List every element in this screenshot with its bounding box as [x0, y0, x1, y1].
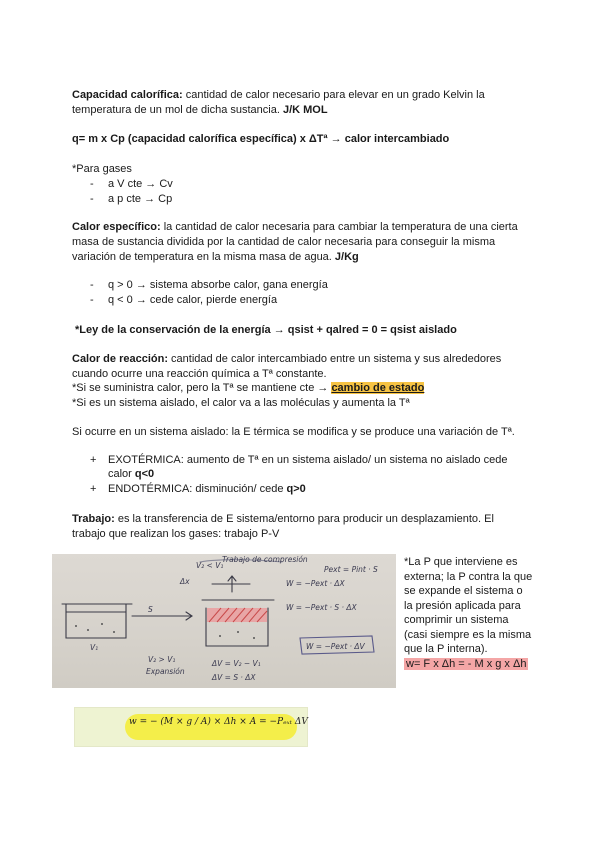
- signo-bullet-1: -: [90, 279, 94, 291]
- sketch-label-dx: Δx: [180, 577, 190, 586]
- gases-bullet-1: -: [90, 178, 94, 190]
- sketch-label-dvs: ΔV = S · ΔX: [212, 673, 256, 682]
- capacidad-unit: J/K MOL: [282, 104, 328, 116]
- trabajo-text-1: es la transferencia de E sistema/entorno para producir un desplazamiento. El: [114, 513, 494, 525]
- especifico-line-2: masa de sustancia dividida por la cantidad de calor necesaria para conseguir la misma: [72, 236, 496, 248]
- hatched-volume: [207, 608, 267, 622]
- gases-item-2: a p cte → Cp: [108, 193, 173, 205]
- arrow-right: [132, 612, 192, 620]
- gases-title: *Para gases: [72, 163, 132, 175]
- exo-sign: q<0: [134, 468, 155, 480]
- whiteboard-sketch-image: [52, 554, 396, 688]
- work-formula-highlight: w= F x Δh = - M x g x Δh: [406, 657, 527, 670]
- sketch-label-title: Trabajo de compresión: [222, 555, 308, 564]
- cambio-estado-highlight: cambio de estado: [331, 382, 425, 394]
- capacidad-line-2: [72, 103, 328, 118]
- especifico-line-3: [72, 250, 359, 265]
- exo-line-2: [108, 467, 154, 482]
- especifico-line-1: [72, 220, 518, 235]
- reaccion-text-1: cantidad de calor intercambiado entre un sistema y sus alrededores: [167, 353, 502, 365]
- sketch-label-s: S: [148, 605, 153, 614]
- capacidad-text-2: temperatura de un mol de dicha sustancia.: [72, 104, 283, 116]
- sketch-label-expansion: Expansión: [146, 667, 185, 676]
- reaccion-line-1: [72, 352, 501, 367]
- sketch-label-w1: W = −Pext · ΔX: [286, 579, 345, 588]
- capacidad-text-1: cantidad de calor necesario para elevar en un grado Kelvin la: [182, 89, 485, 101]
- sketch-drawing: [52, 554, 396, 688]
- formula-q: [72, 132, 449, 147]
- endo-sign: q>0: [286, 483, 306, 495]
- formula-q-text: q= m x Cp (capacidad calorífica específica) x ΔTª → calor intercambiado: [72, 133, 450, 145]
- sketch-label-w3: W = −Pext · ΔV: [306, 642, 365, 651]
- sketch-label-v2: V₂ < V₁: [196, 561, 224, 570]
- sketch-label-dv: ΔV = V₂ − V₁: [212, 659, 261, 668]
- signo-item-1: q > 0 → sistema absorbe calor, gana energía: [108, 279, 328, 291]
- exo-text-2: calor: [108, 468, 135, 480]
- reaccion-line-4: *Si es un sistema aislado, el calor va a las moléculas y aumenta la Tª: [72, 397, 410, 409]
- signo-item-2: q < 0 → cede calor, pierde energía: [108, 294, 278, 306]
- especifico-term: Calor específico:: [72, 221, 161, 233]
- sketch-label-v1: V₁: [90, 643, 99, 652]
- gases-bullet-2: -: [90, 193, 94, 205]
- reaccion-term: Calor de reacción:: [72, 353, 168, 365]
- trabajo-term: Trabajo:: [72, 513, 115, 525]
- sketch-label-w2: W = −Pext · S · ΔX: [286, 603, 357, 612]
- side-note: [404, 555, 534, 671]
- reaccion-line-2: cuando ocurre una reacción química a Tª constante.: [72, 368, 327, 380]
- capacidad-line-1: [72, 88, 485, 103]
- aislado-text: Si ocurre en un sistema aislado: la E térmica se modifica y se produce una variación de Tª.: [72, 426, 515, 438]
- sketch-label-pext: Pext = Pint · S: [324, 565, 378, 574]
- exo-bullet: +: [90, 454, 97, 466]
- ley-text: *Ley de la conservación de la energía → qsist + qalred = 0 = qsist aislado: [75, 324, 457, 336]
- work-formula: w = − (M × g / A) × Δh × A = −Pₑₓₜ ΔV: [129, 717, 308, 727]
- endo-bullet: +: [90, 483, 97, 495]
- reaccion-text-3: *Si se suministra calor, pero la Tª se mantiene cte →: [72, 382, 332, 394]
- exo-line-1: EXOTÉRMICA: aumento de Tª en un sistema aislado/ un sistema no aislado cede: [108, 454, 508, 466]
- especifico-text-3: variación de temperatura en la misma masa de agua.: [72, 251, 335, 263]
- left-container-shape: [66, 604, 126, 638]
- ley-conservacion: [75, 323, 457, 338]
- trabajo-line-2: trabajo que realizan los gases: trabajo P-V: [72, 528, 280, 540]
- endo-text: ENDOTÉRMICA: disminución/ cede: [108, 483, 287, 495]
- especifico-text-1: la cantidad de calor necesaria para cambiar la temperatura de una cierta: [160, 221, 518, 233]
- sketch-label-v2v1: V₂ > V₁: [148, 655, 176, 664]
- capacidad-term: Capacidad calorífica:: [72, 89, 183, 101]
- side-note-text: *La P que interviene es externa; la P contra la que se expande el sistema o la presión aplicada para comprimir un sistema (casi siempre es la misma que la P interna).: [404, 556, 533, 655]
- endo-line: [108, 482, 306, 497]
- signo-bullet-2: -: [90, 294, 94, 306]
- reaccion-line-3: [72, 381, 424, 396]
- especifico-unit: J/Kg: [334, 251, 359, 263]
- work-formula-box: [74, 707, 308, 747]
- gases-item-1: a V cte → Cv: [108, 178, 173, 190]
- trabajo-line-1: [72, 512, 494, 527]
